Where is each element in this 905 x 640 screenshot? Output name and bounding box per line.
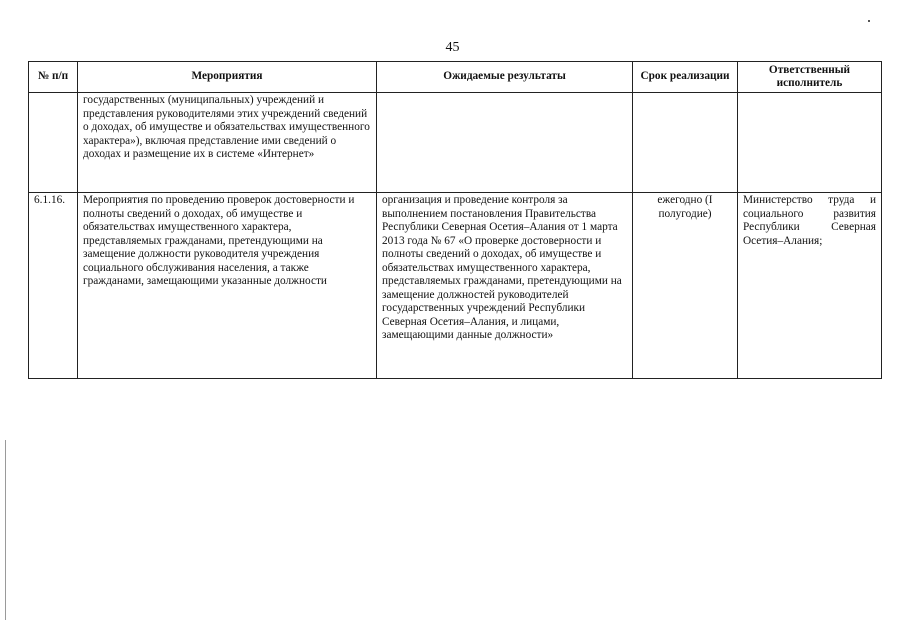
cell-num [29,93,78,193]
header-measures: Мероприятия [78,62,377,93]
page-number: 45 [445,40,460,55]
cell-num: 6.1.16. [29,193,78,379]
cell-results [377,93,633,193]
header-results: Ожидаемые результаты [377,62,633,93]
header-responsible: Ответственный исполнитель [738,62,882,93]
header-num: № п/п [29,62,78,93]
header-term: Срок реализации [633,62,738,93]
cell-measures: Мероприятия по проведению проверок достоверности и полноты сведений о доходах, об имуществе и обязательствах имущественного характера, представляемых гражданами, претендующими на замещение должности руководителя учреждения социального обслуживания населения, а также гражданами, замещающими указанные должности [78,193,377,379]
table-header-row [29,62,882,93]
cell-term: ежегодно (I полугодие) [633,193,738,379]
table-row [29,193,882,379]
cell-responsible [738,93,882,193]
cell-term [633,93,738,193]
cell-measures: государственных (муниципальных) учреждений и представления руководителями этих учреждений сведений о доходах, об имуществе и обязательствах имущественного характера»), включая представление ими сведений о доходах и размещение их в системе «Интернет» [78,93,377,193]
scan-edge-line [5,440,6,620]
measures-table [28,61,882,379]
table-row [29,93,882,193]
cell-results: организация и проведение контроля за выполнением постановления Правительства Республики Северная Осетия–Алания от 1 марта 2013 года № 67 «О проверке достоверности и полноты сведений о доходах, об имуществе и обязательствах имущественного характера, представляемых гражданами, претендующими на замещение должностей руководителей государственных учреждений Республики Северная Осетия–Алания, и лицами, замещающими данные должности» [377,193,633,379]
cell-responsible: Министерство труда и социального развития Республики Северная Осетия–Алания; [738,193,882,379]
scan-artifact-dot [868,20,870,22]
